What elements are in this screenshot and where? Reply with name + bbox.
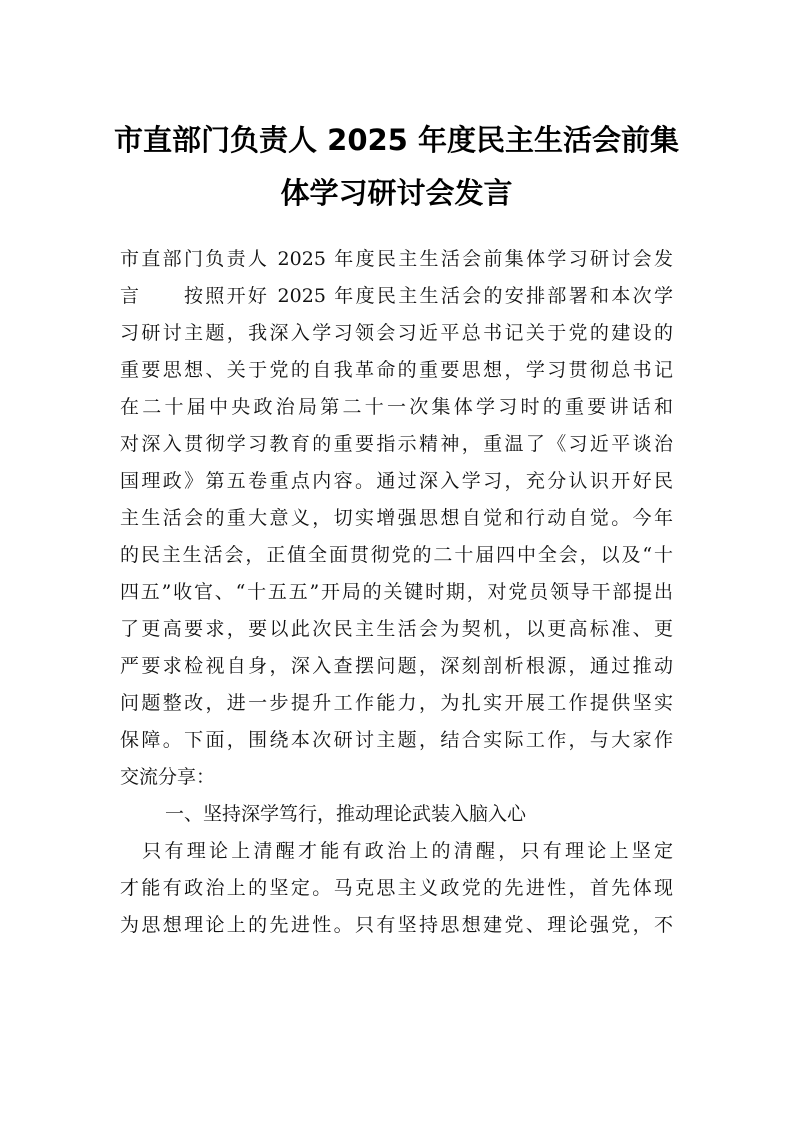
body-line: 言 按照开好 2025 年度民主生活会的安排部署和本次学 xyxy=(120,285,673,307)
body-line: 主生活会的重大意义，切实增强思想自觉和行动自觉。今年 xyxy=(120,507,673,529)
body-line: 问题整改，进一步提升工作能力，为扎实开展工作提供坚实 xyxy=(120,692,673,714)
document-title-line-1: 市直部门负责人 2025 年度民主生活会前集 xyxy=(114,123,679,157)
section-heading: 一、坚持深学笃行，推动理论武装入脑入心 xyxy=(146,803,527,825)
body-line: 了更高要求，要以此次民主生活会为契机，以更高标准、更 xyxy=(120,618,673,640)
body-line: 习研讨主题，我深入学习领会习近平总书记关于党的建设的 xyxy=(120,322,673,344)
body-line: 为思想理论上的先进性。只有坚持思想建党、理论强党，不 xyxy=(120,914,673,936)
body-line: 严要求检视自身，深入查摆问题，深刻剖析根源，通过推动 xyxy=(120,655,673,677)
body-line: 的民主生活会，正值全面贯彻党的二十届四中全会，以及“十 xyxy=(120,544,673,566)
body-line: 保障。下面，围绕本次研讨主题，结合实际工作，与大家作 xyxy=(120,729,673,751)
body-line: 市直部门负责人 2025 年度民主生活会前集体学习研讨会发 xyxy=(120,248,673,270)
body-line: 重要思想、关于党的自我革命的重要思想，学习贯彻总书记 xyxy=(120,359,673,381)
body-line: 才能有政治上的坚定。马克思主义政党的先进性，首先体现 xyxy=(120,877,673,899)
body-line: 只有理论上清醒才能有政治上的清醒，只有理论上坚定 xyxy=(120,840,673,862)
body-line: 交流分享： xyxy=(120,766,216,788)
body-line: 国理政》第五卷重点内容。通过深入学习，充分认识开好民 xyxy=(120,470,673,492)
body-line: 在二十届中央政治局第二十一次集体学习时的重要讲话和 xyxy=(120,396,673,418)
document-title-line-2: 体学习研讨会发言 xyxy=(280,176,513,210)
body-line: 四五”收官、“十五五”开局的关键时期，对党员领导干部提出 xyxy=(120,581,673,603)
body-line: 对深入贯彻学习教育的重要指示精神，重温了《习近平谈治 xyxy=(120,433,673,455)
